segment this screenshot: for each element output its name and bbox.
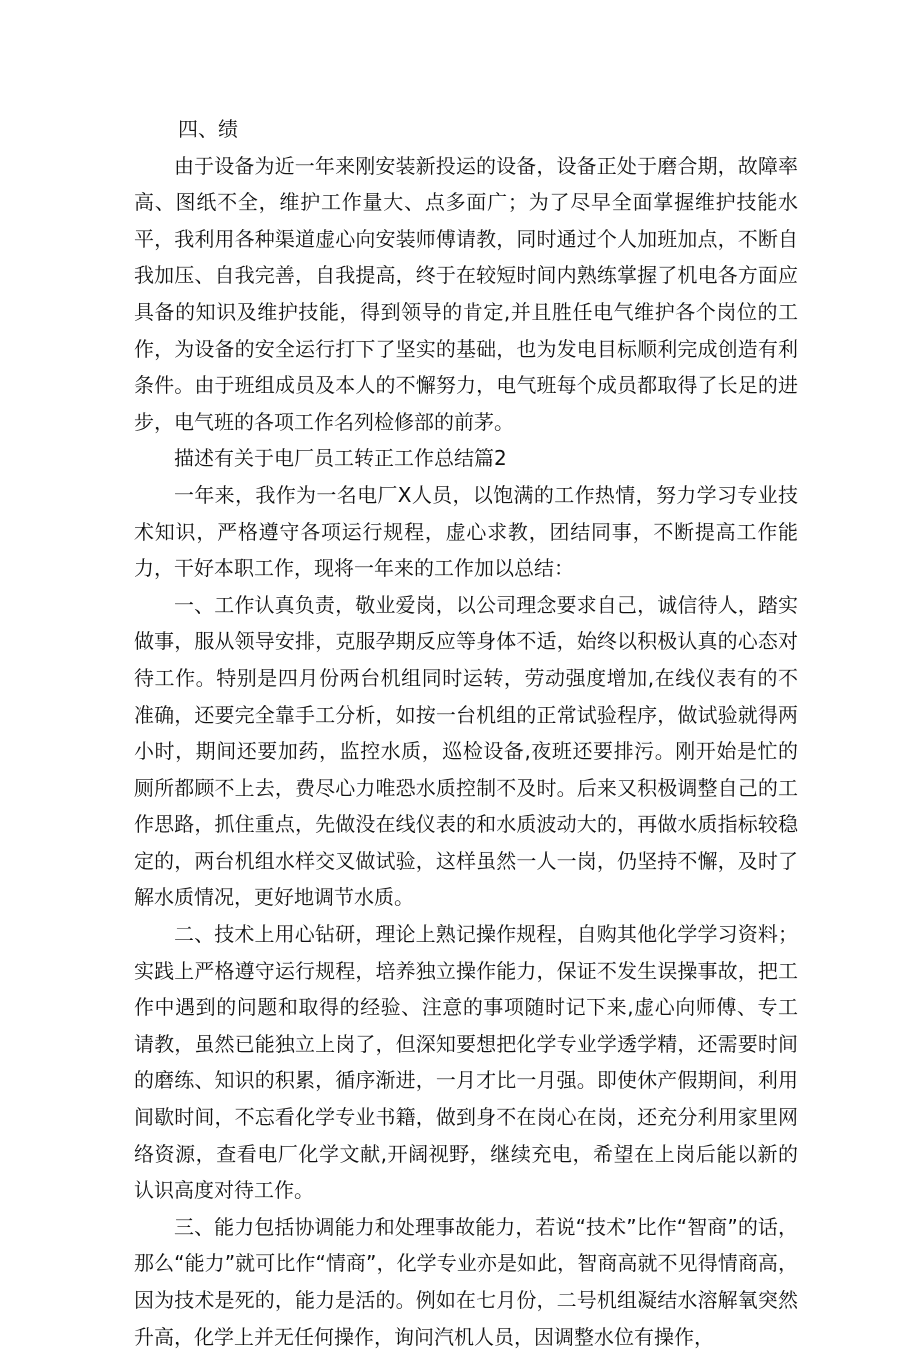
paragraph-intro: 一年来，我作为一名电厂X人员，以饱满的工作热情，努力学习专业技术知识，严格遵守各项运行规程，虚心求教，团结同事，不断提高工作能力，干好本职工作，现将一年来的工作加以总结： [134,482,798,581]
section-heading: 四、绩 [178,117,238,141]
paragraph-maintenance: 由于设备为近一年来刚安装新投运的设备，设备正处于磨合期，故障率高、图纸不全，维护工作量大、点多面广；为了尽早全面掌握维护技能水平，我利用各种渠道虚心向安装师傅请教，同时通过个人加班加点，不断自我加压、自我完善，自我提高，终于在较短时间内熟练掌握了机电各方面应具备的知识及维护技能，得到领导的肯定,并且胜任电气维护各个岗位的工作，为设备的安全运行打下了坚实的基础，也为发电目标顺利完成创造有利条件。由于班组成员及本人的不懈努力，电气班每个成员都取得了长足的进步，电气班的各项工作名列检修部的前茅。 [134,153,798,434]
document-body [134,111,798,1355]
article-title: 描述有关于电厂员工转正工作总结篇2 [174,446,507,471]
paragraph-technique: 二、技术上用心钻研，理论上熟记操作规程，自购其他化学学习资料；实践上严格遵守运行规程，培养独立操作能力，保证不发生误操事故，把工作中遇到的问题和取得的经验、注意的事项随时记下来,虚心向师傅、专工请教，虽然已能独立上岗了，但深知要想把化学专业学透学精，还需要时间的磨练、知识的积累，循序渐进，一月才比一月强。即使休产假期间，利用间歇时间，不忘看化学专业书籍，做到身不在岗心在岗，还充分利用家里网络资源，查看电厂化学文献,开阔视野，继续充电，希望在上岗后能以新的认识高度对待工作。 [134,922,798,1203]
paragraph-ability: 三、能力包括协调能力和处理事故能力，若说“技术”比作“智商”的话，那么“能力”就可比作“情商”，化学专业亦是如此，智商高就不见得情商高，因为技术是死的，能力是活的。例如在七月份，二号机组凝结水溶解氧突然升高，化学上并无任何操作，询问汽机人员，因调整水位有操作， [134,1214,798,1349]
paragraph-work-attitude: 一、工作认真负责，敬业爱岗，以公司理念要求自己，诚信待人，踏实做事，服从领导安排，克服孕期反应等身体不适，始终以积极认真的心态对待工作。特别是四月份两台机组同时运转，劳动强度增加,在线仪表有的不准确，还要完全靠手工分析，如按一台机组的正常试验程序，做试验就得两小时，期间还要加药，监控水质，巡检设备,夜班还要排污。刚开始是忙的厕所都顾不上去，费尽心力唯恐水质控制不及时。后来又积极调整自己的工作思路，抓住重点，先做没在线仪表的和水质波动大的，再做水质指标较稳定的，两台机组水样交叉做试验，这样虽然一人一岗，仍坚持不懈，及时了解水质情况，更好地调节水质。 [134,592,798,910]
